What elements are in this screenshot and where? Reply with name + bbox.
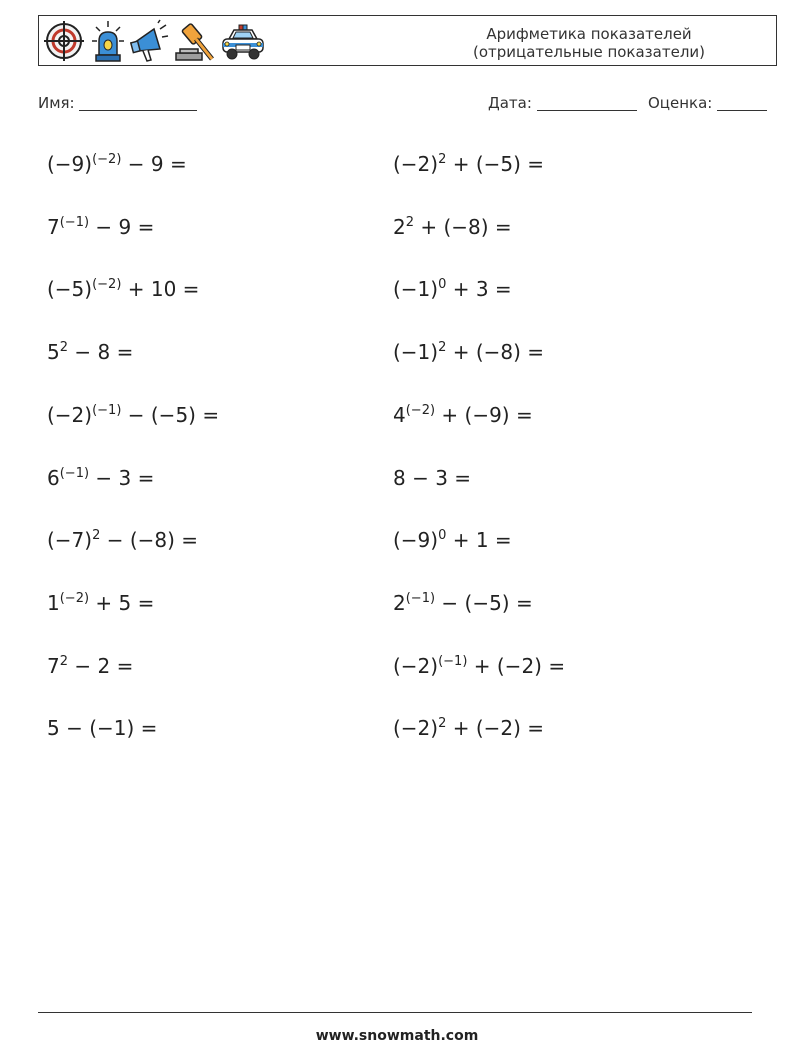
problem-rest: − (−5) = [435, 591, 533, 615]
problem-exponent: (−2) [92, 277, 122, 292]
problem-rest: − 3 = [89, 466, 155, 490]
problem-base: (−2) [393, 716, 439, 740]
problem-exponent: (−1) [438, 654, 468, 669]
problem-exponent: 0 [438, 528, 447, 543]
problem-item [47, 528, 198, 552]
problem-base: 5 [47, 340, 60, 364]
footer-url: www.snowmath.com [315, 1028, 479, 1044]
problem-rest: + (−8) = [414, 215, 512, 239]
problem-exponent: (−1) [405, 591, 436, 606]
problem-exponent: (−1) [59, 215, 90, 230]
problem-base: 6 [47, 466, 60, 490]
title-line-1: Арифметика показателей [486, 25, 692, 43]
problem-exponent: 2 [438, 716, 447, 731]
problem-rest: − 9 = [121, 152, 187, 176]
problem-rest: + (−8) = [446, 340, 545, 364]
problem-base: 1 [47, 591, 60, 615]
problem-base: (−2) [393, 654, 439, 678]
problem-exponent: (−2) [59, 591, 90, 606]
footer-divider [38, 1012, 752, 1013]
problem-item [393, 716, 544, 740]
problem-item [47, 403, 219, 427]
problem-rest: − 2 = [68, 654, 134, 678]
problem-item [393, 654, 565, 678]
problem-item [393, 403, 533, 427]
problem-item [393, 340, 544, 364]
problem-item [393, 591, 533, 615]
problem-item [393, 277, 512, 301]
problem-rest: − 8 = [68, 340, 134, 364]
problem-rest: − (−8) = [100, 528, 199, 552]
problem-exponent: 2 [92, 528, 101, 543]
problem-rest: + 1 = [446, 528, 512, 552]
problem-base: 7 [47, 654, 60, 678]
title-line-2: (отрицательные показатели) [472, 43, 706, 61]
problem-rest: + (−2) = [446, 716, 545, 740]
problem-base: (−2) [47, 403, 93, 427]
problem-rest: + (−9) = [435, 403, 533, 427]
problem-item [47, 340, 133, 364]
problem-rest: + 10 = [121, 277, 200, 301]
problem-exponent: (−2) [405, 403, 436, 418]
problem-exponent: 0 [438, 277, 447, 292]
problem-exponent: (−1) [92, 403, 122, 418]
problem-item [393, 466, 471, 490]
problem-base: 2 [393, 215, 406, 239]
problem-item [393, 152, 544, 176]
problem-base: 5 − (−1) = [47, 716, 158, 740]
problem-exponent: 2 [438, 340, 447, 355]
problem-base: (−2) [393, 152, 439, 176]
problem-rest: + (−5) = [446, 152, 545, 176]
problem-base: 2 [393, 591, 406, 615]
problem-base: (−1) [393, 277, 439, 301]
grade-label: Оценка: [648, 94, 713, 112]
problem-exponent: (−2) [92, 152, 122, 167]
problem-base: (−5) [47, 277, 93, 301]
problem-exponent: 2 [405, 215, 415, 230]
problem-item [47, 215, 154, 239]
problem-base: (−7) [47, 528, 93, 552]
problem-item [47, 277, 199, 301]
problem-item [47, 466, 154, 490]
problem-item [393, 215, 512, 239]
problem-item [47, 716, 157, 740]
problem-exponent: 2 [59, 340, 69, 355]
date-label: Дата: [488, 94, 532, 112]
problem-exponent: (−1) [59, 466, 90, 481]
problem-item [47, 152, 187, 176]
name-label: Имя: [38, 94, 75, 112]
problem-base: (−1) [393, 340, 439, 364]
problem-rest: + (−2) = [467, 654, 566, 678]
problem-rest: + 3 = [446, 277, 512, 301]
problem-base: (−9) [47, 152, 93, 176]
problem-item [393, 528, 512, 552]
problem-base: 7 [47, 215, 60, 239]
problem-base: 8 − 3 = [393, 466, 472, 490]
problem-base: (−9) [393, 528, 439, 552]
problem-item [47, 591, 154, 615]
problem-rest: − 9 = [89, 215, 155, 239]
problem-item [47, 654, 133, 678]
problem-rest: − (−5) = [121, 403, 220, 427]
problem-exponent: 2 [438, 152, 447, 167]
problem-rest: + 5 = [89, 591, 155, 615]
problem-exponent: 2 [59, 654, 69, 669]
problem-base: 4 [393, 403, 406, 427]
